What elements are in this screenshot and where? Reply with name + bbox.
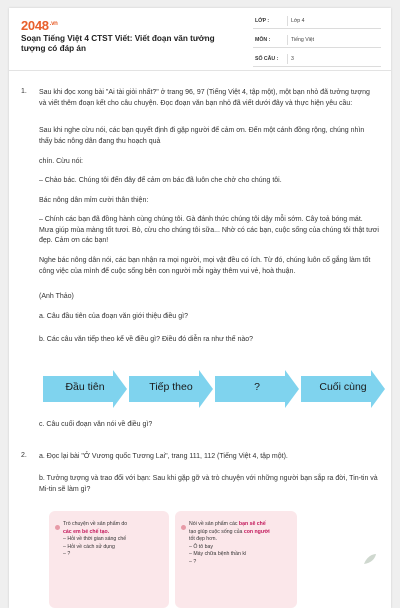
passage-source: (Anh Thảo) xyxy=(39,293,74,300)
meta-value: 3 xyxy=(291,56,294,62)
meta-value: Tiếng Việt xyxy=(291,37,315,43)
meta-value: Lớp 4 xyxy=(291,18,305,24)
bullet-dot xyxy=(55,525,60,530)
decorative-leaf-icon xyxy=(363,553,377,565)
meta-row-grade xyxy=(253,14,381,29)
bubble-text: Nói về sản phẩm các bạn sẽ chế tạo giúp cuộc sống của con người tốt đẹp hơn. – Ô tô bay – Máy chữa bệnh thần kì – ? xyxy=(189,521,270,565)
question-number: 2. xyxy=(21,452,27,459)
passage-paragraph: Nghe bác nông dân nói, các bạn nhận ra mọi người, mọi vật đều có ích. Từ đó, chúng luôn cố gắng làm tốt công việc của mình để cuộc sống bên con người mỗi ngày thêm vui vẻ, hoà thuận. xyxy=(39,257,371,275)
question-intro: Sau khi đọc xong bài "Ai tài giỏi nhất?" ở trang 96, 97 (Tiếng Việt 4, tập một), một bạn nhỏ đã tưởng tượng và viết thêm đoạn kết cho câu chuyện. Đọc đoạn văn bạn nhỏ đã viết dưới đây và thực hiện yêu cầu: xyxy=(39,89,370,107)
passage-paragraph: Bác nông dân mỉm cười thân thiện: xyxy=(39,197,149,204)
document-page xyxy=(9,8,391,608)
page-header xyxy=(9,8,391,64)
meta-key: SỐ CÂU : xyxy=(255,56,279,62)
sequence-diagram xyxy=(43,370,383,408)
sequence-step-label: Tiếp theo xyxy=(149,381,193,393)
sub-question-b: b. Các câu văn tiếp theo kể về điều gì? Điều đó diễn ra như thế nào? xyxy=(39,336,254,343)
meta-separator xyxy=(287,54,288,64)
sequence-step-label: Đầu tiên xyxy=(65,381,105,393)
sequence-step-label: ? xyxy=(254,381,260,393)
sub-question-a: a. Đọc lại bài "Ở Vương quốc Tương Lai", trang 111, 112 (Tiếng Việt 4, tập một). xyxy=(39,453,288,460)
document-title: Soạn Tiếng Việt 4 CTST Viết: Viết đoạn văn tưởng tượng có đáp án xyxy=(21,34,215,53)
sub-question-c: c. Câu cuối đoạn văn nói về điều gì? xyxy=(39,421,153,428)
sequence-step xyxy=(129,370,213,408)
sub-question-b: b. Tưởng tượng và trao đổi với bạn: Sau khi gặp gỡ và trò chuyện với những người bạn sắp ra đời, Tin-tin và Mi-tin sẽ làm gì? xyxy=(39,475,378,493)
meta-key: LỚP : xyxy=(255,18,270,24)
question-number: 1. xyxy=(21,88,27,95)
sequence-step-label: Cuối cùng xyxy=(319,381,367,393)
sequence-step xyxy=(43,370,127,408)
header-divider xyxy=(9,70,391,71)
site-logo[interactable]: $2048^{.vn}$ xyxy=(21,18,58,33)
meta-row-subject xyxy=(253,33,381,48)
discussion-illustration xyxy=(49,511,349,608)
sub-question-a: a. Câu đầu tiên của đoạn văn giới thiệu điều gì? xyxy=(39,313,188,320)
passage-paragraph: – Chính các bạn đã đồng hành cùng chúng tôi. Gà đánh thức chúng tôi dậy mỗi sớm. Cây toả bóng mát. Mưa giúp mùa màng tốt tươi. Bò, cừu cho chúng tôi sữa... Nhờ có các bạn, cuộc sống của chúng tôi thật tươi đẹp. Cảm ơn các bạn! xyxy=(39,216,379,244)
meta-key: MÔN : xyxy=(255,37,271,43)
bullet-dot xyxy=(181,525,186,530)
meta-panel xyxy=(253,14,381,71)
sequence-step xyxy=(215,370,299,408)
sequence-step xyxy=(301,370,385,408)
passage-paragraph: – Chào bác. Chúng tôi đến đây để cảm ơn bác đã luôn che chở cho chúng tôi. xyxy=(39,177,282,184)
meta-separator xyxy=(287,35,288,45)
passage-paragraph: chín. Cừu nói: xyxy=(39,158,83,165)
meta-row-question-count xyxy=(253,52,381,67)
meta-separator xyxy=(287,16,288,26)
speech-bubble-right xyxy=(175,511,297,608)
passage-paragraph: Sau khi nghe cừu nói, các bạn quyết định đi gặp người để cảm ơn. Đến một cánh đồng rộng, chúng nhìn thấy bác nông dân đang thu hoạch quả xyxy=(39,127,365,145)
speech-bubble-left xyxy=(49,511,169,608)
bubble-text: Trò chuyện về sản phẩm do các em bé chế tạo. – Hỏi về thời gian sáng chế – Hỏi về cách sử dụng – ? xyxy=(63,521,128,558)
